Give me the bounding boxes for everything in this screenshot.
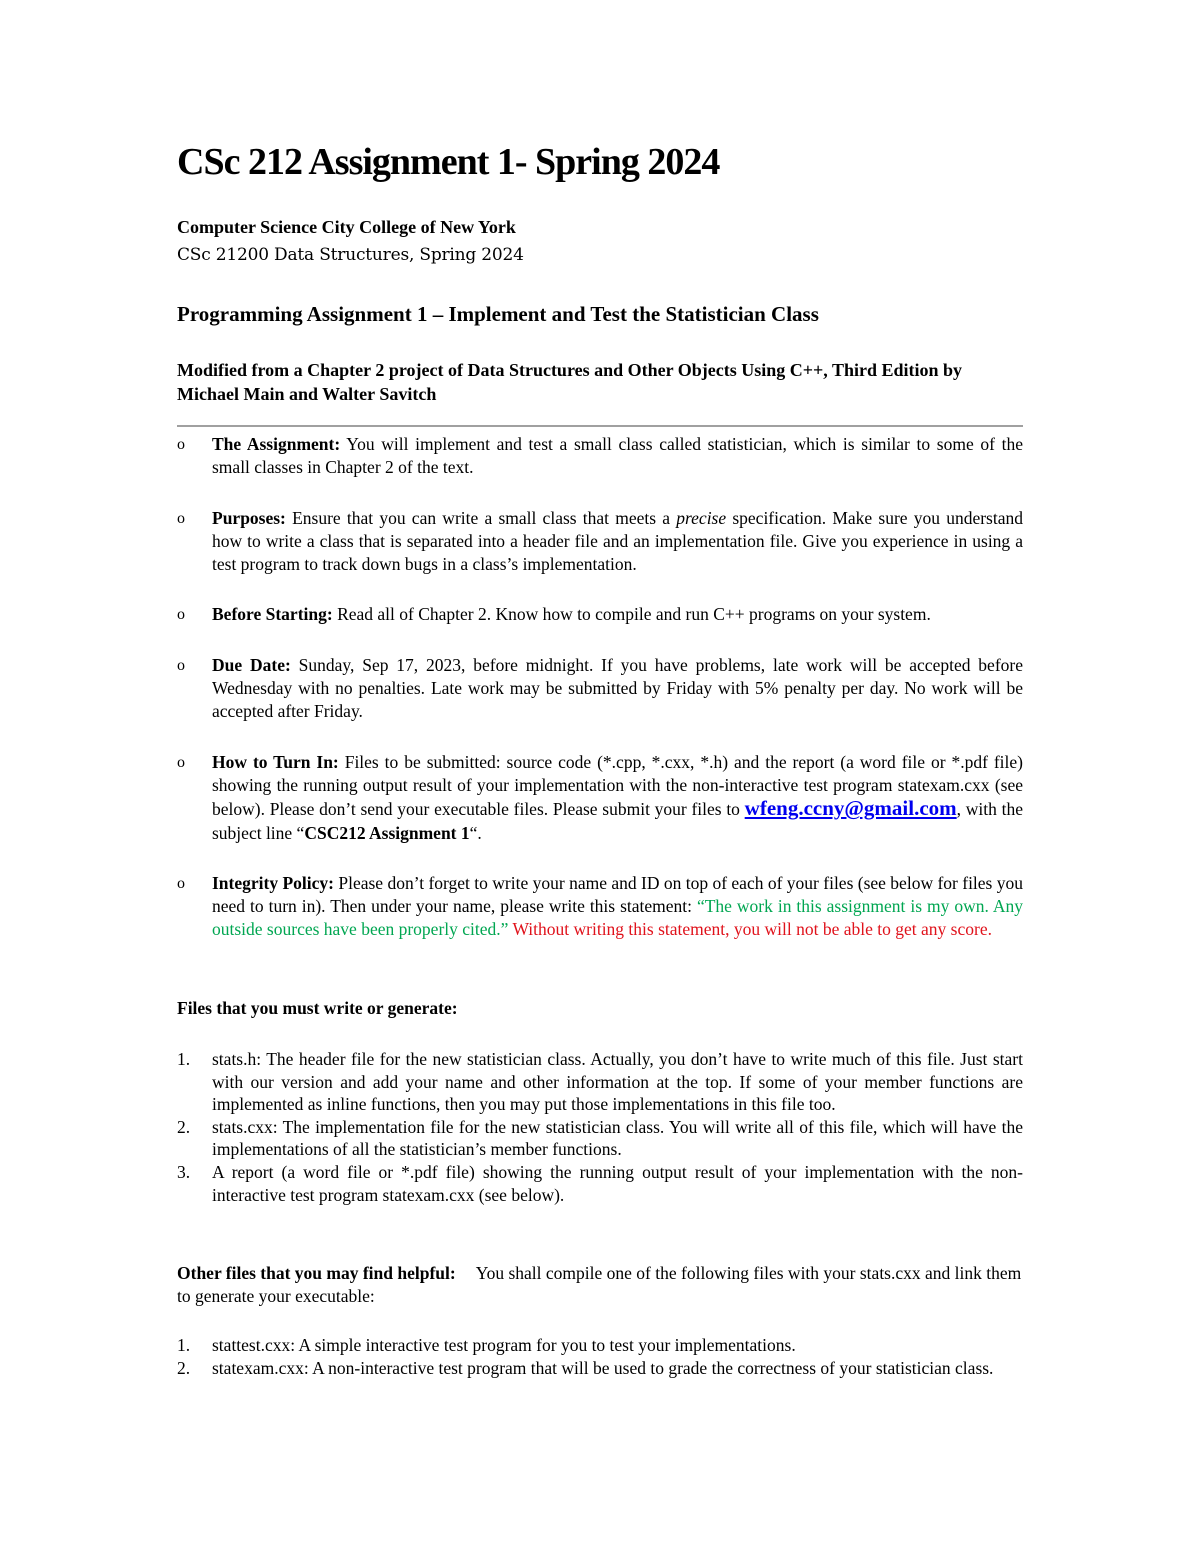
bullet-assignment: [177, 433, 1023, 480]
bullet-marker: o: [177, 436, 185, 453]
list-item-text: A report (a word file or *.pdf file) showing the running output result of your implementation with the non-interactive test program statexam.cxx (see below).: [212, 1161, 1023, 1205]
document-title: CSc 212 Assignment 1- Spring 2024: [177, 141, 720, 183]
email-link[interactable]: wfeng.ccny@gmail.com: [744, 796, 957, 821]
other-files-heading: Other files that you may find helpful:: [177, 1263, 456, 1283]
bullet-marker: o: [177, 606, 185, 624]
bullet-text: Please don’t forget to write your name and ID on top of each of your files (see below for files you need to turn in). Then under your name, please write this statement:: [212, 872, 1023, 917]
bullet-text: , with the subject line “: [212, 799, 1023, 843]
list-number: 1.: [177, 1335, 191, 1355]
bullet-before-starting: [177, 603, 1023, 626]
bullet-marker: o: [177, 656, 185, 674]
other-files-paragraph: [177, 1262, 1023, 1309]
bullet-label: Purposes:: [212, 507, 286, 528]
bullet-text: Read all of Chapter 2. Know how to compile and run C++ programs on your system.: [332, 604, 931, 625]
list-item-text: statexam.cxx: A non-interactive test program that will be used to grade the correctness of your statistician class.: [212, 1357, 994, 1378]
list-item: [177, 1334, 1023, 1357]
course-name: CSc 21200 Data Structures, Spring 2024: [177, 245, 524, 265]
files-heading: Files that you must write or generate:: [177, 998, 458, 1018]
list-item: [177, 1116, 1023, 1161]
subject-line: CSC212 Assignment 1: [304, 822, 470, 843]
bullet-marker: o: [177, 753, 185, 771]
list-item: [177, 1161, 1023, 1206]
other-files-text: You shall compile one of the following files with your stats.cxx and link them to generate your executable:: [177, 1263, 1022, 1307]
bullet-text: You will implement and test a small class called statistician, which is similar to some of the small classes in Chapter 2 of the text.: [212, 434, 1023, 478]
integrity-statement: “The work in this assignment is my own. Any outside sources have been properly cited.”: [212, 896, 1023, 940]
horizontal-divider: [177, 425, 1023, 427]
bullet-text: Files to be submitted: source code (*.cpp, *.cxx, *.h) and the report (a word file or *.pdf file) showing the running output result of your implementation with the non-interactive test program statexam.cxx (see below). Please don’t send your executable files. Please submit your files to: [212, 751, 1024, 820]
files-list: [177, 1048, 1023, 1206]
assignment-subtitle: Programming Assignment 1 – Implement and Test the Statistician Class: [177, 302, 819, 326]
list-item-text: stats.cxx: The implementation file for the new statistician class. You will write all of this file, which will have the implementations of all the statistician’s member functions.: [212, 1116, 1023, 1160]
bullet-text: specification. Make sure you understand how to write a class that is separated into a header file and an implementation file. Give you experience in using a test program to track down bugs in a class’s implementation.: [212, 507, 1023, 575]
integrity-warning: Without writing this statement, you will not be able to get any score.: [508, 919, 992, 940]
bullet-marker: o: [177, 874, 185, 892]
assignment-details-list: [177, 433, 1023, 969]
bullet-label: Due Date:: [212, 654, 291, 675]
emphasis-text: precise: [676, 507, 727, 528]
other-files-list: [177, 1334, 1023, 1379]
bullet-label: The Assignment:: [212, 434, 341, 454]
bullet-integrity-policy: [177, 872, 1023, 942]
bullet-label: Before Starting:: [212, 604, 333, 625]
bullet-due-date: [177, 654, 1023, 724]
bullet-label: Integrity Policy:: [212, 872, 334, 893]
list-item: [177, 1048, 1023, 1116]
list-number: 2.: [177, 1116, 191, 1137]
bullet-text: Ensure that you can write a small class that meets a: [285, 507, 677, 528]
bullet-label: How to Turn In:: [212, 751, 339, 772]
institution-name: Computer Science City College of New York: [177, 217, 516, 237]
bullet-text: Sunday, Sep 17, 2023, before midnight. If you have problems, late work will be accepted before Wednesday with no penalties. Late work may be submitted by Friday with 5% penalty per day. No work will be accepted after Friday.: [212, 654, 1023, 722]
list-number: 3.: [177, 1161, 191, 1182]
list-item-text: stattest.cxx: A simple interactive test program for you to test your implementations.: [212, 1335, 796, 1355]
source-attribution: Modified from a Chapter 2 project of Data Structures and Other Objects Using C++, Third Edition by Michael Main and Walter Savitch: [177, 360, 963, 404]
bullet-text: “.: [469, 822, 482, 843]
list-number: 1.: [177, 1049, 191, 1069]
list-number: 2.: [177, 1357, 191, 1378]
list-item-text: stats.h: The header file for the new statistician class. Actually, you don’t have to write much of this file. Just start with our version and add your name and other information at the top. If some of your member functions are implemented as inline functions, then you may put those implementations in this file too.: [212, 1049, 1023, 1115]
list-item: [177, 1357, 1023, 1380]
bullet-marker: o: [177, 509, 185, 527]
bullet-turn-in: [177, 751, 1023, 845]
bullet-purposes: [177, 507, 1023, 577]
